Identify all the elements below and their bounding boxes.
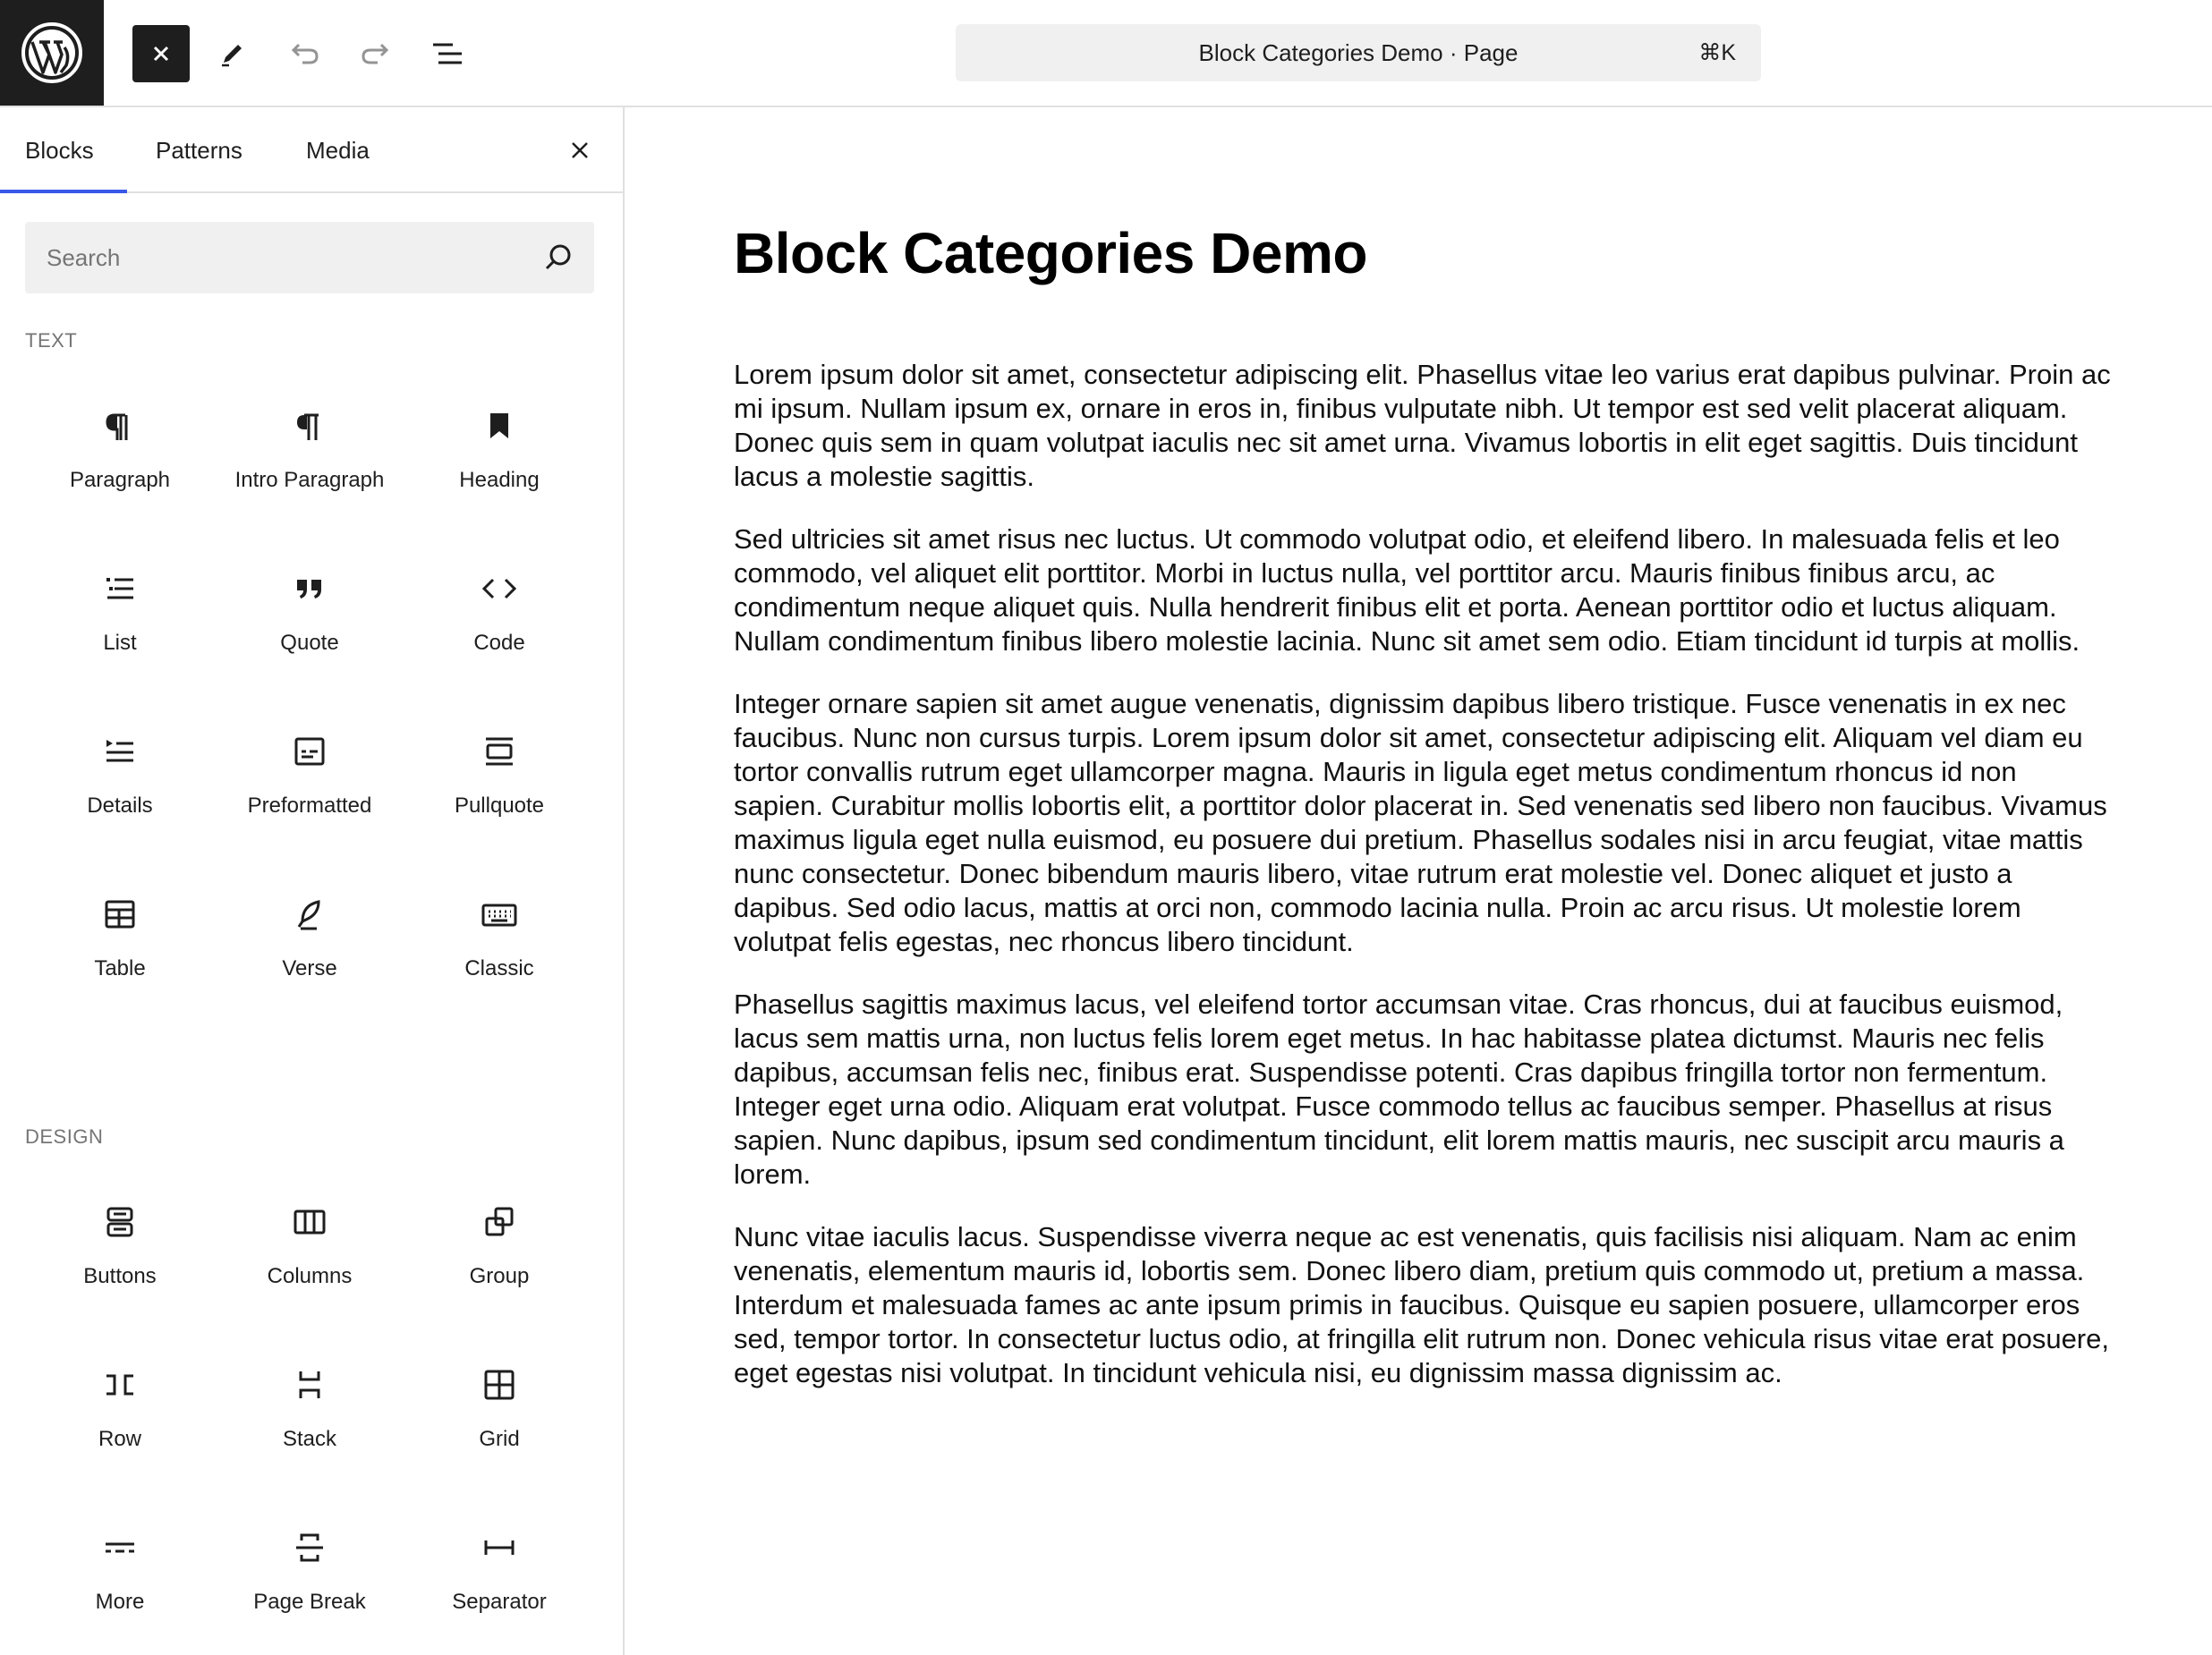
block-page-break[interactable] [215,1503,404,1655]
block-quote[interactable] [215,544,404,707]
grid-icon [478,1363,521,1406]
close-icon [568,139,591,162]
more-icon [98,1526,141,1569]
block-group[interactable] [404,1177,594,1340]
redo-icon [358,38,394,70]
block-inserter-panel [0,107,625,1655]
command-palette-button[interactable] [956,24,1761,81]
block-stack[interactable] [215,1340,404,1503]
category-title-design: DESIGN [25,1125,104,1148]
paragraph-block[interactable]: Phasellus sagittis maximus lacus, vel eleifend tortor accumsan vitae. Cras rhoncus, dui at faucibus euismod, lacus sem mattis urna, non luctus felis lorem eget metus. In hac habitasse platea dictumst. Mauris nec felis dapibus, accumsan felis nec, finibus erat. Suspendisse potenti. Cras dapibus fringilla tortor non fermentum. Integer eget urna odio. Aliquam erat volutpat. Fusce commodo tellus ac faucibus semper. Phasellus at risus sapien. Nunc dapibus, ipsum sed condimentum tincidunt, elit lorem mattis mauris, nec suscipit arcu mauris a lorem. [734,989,2064,1190]
active-tab-indicator [0,190,127,193]
paragraph-block[interactable]: Nunc vitae iaculis lacus. Suspendisse viverra neque ac est venenatis, quis facilisis nisi aliquam. Nam ac enim venenatis, elementum mauris id, lobortis sem. Donec libero diam, pretium quis commodo ut, pretium a massa. Interdum et malesuada fames ac ante ipsum primis in faucibus. Quisque eu sapien posuere, ullamcorper eros sed, tempor tortor. In consectetur luctus odio, at fringilla elit rutrum non. Donec vehicula risus vitae erat posuere, eget egestas nisi volutpat. In tincidunt vehicula nisi, eu dignissim massa dignissim ac. [734,1221,2109,1388]
design-blocks-grid [25,1177,594,1655]
stack-icon [288,1363,331,1406]
tab-blocks[interactable]: Blocks [25,137,94,164]
row-icon [98,1363,141,1406]
search-input[interactable] [25,222,594,293]
details-icon [98,730,141,773]
keyboard-shortcut: ⌘K [1698,40,1736,65]
code-icon [478,567,521,610]
block-grid[interactable] [404,1340,594,1503]
block-label: Row [98,1427,141,1451]
pullquote-icon [478,730,521,773]
close-inserter-button[interactable] [132,25,190,82]
preformatted-icon [288,730,331,773]
keyboard-icon [478,893,521,936]
block-label: Heading [459,468,540,492]
inserter-tabs [0,107,623,193]
block-label: List [103,631,137,655]
block-label: Separator [452,1590,547,1614]
wordpress-logo-icon[interactable] [0,0,104,106]
block-verse[interactable] [215,870,404,1032]
paragraph-block[interactable]: Sed ultricies sit amet risus nec luctus. Ut commodo volutpat odio, et eleifend libero. In malesuada felis et leo commodo, vel aliquet elit porttitor. Morbi in luctus nulla, vel porttitor arcu. Mauris finibus finibus arcu, ac condimentum neque aliquet quis. Nulla hendrerit finibus elit et porta. Aenean porttitor odio et luctus aliquam. Nullam condimentum finibus libero molestie lacinia. Nunc sit amet sem odio. Etiam tincidunt id turpis at mollis. [734,523,2080,657]
page-break-icon [288,1526,331,1569]
search-icon[interactable] [542,242,574,274]
table-icon [98,893,141,936]
block-label: Intro Paragraph [234,468,385,492]
block-intro-paragraph[interactable] [215,381,404,544]
block-search [25,222,594,293]
tab-patterns[interactable]: Patterns [156,137,242,164]
block-columns[interactable] [215,1177,404,1340]
block-classic[interactable] [404,870,594,1032]
block-label: Page Break [253,1590,366,1614]
list-icon [98,567,141,610]
block-label: Paragraph [69,468,171,492]
undo-button[interactable] [276,25,333,82]
block-label: Classic [464,956,534,980]
verse-icon [288,893,331,936]
editor-header [0,0,2212,107]
block-paragraph[interactable] [25,381,215,544]
block-buttons[interactable] [25,1177,215,1340]
paragraph-icon [288,404,331,447]
block-separator[interactable] [404,1503,594,1655]
document-title: Block Categories Demo · Page [1198,38,1519,66]
columns-icon [288,1201,331,1243]
block-preformatted[interactable] [215,707,404,870]
block-code[interactable] [404,544,594,707]
close-icon [149,41,174,66]
block-table[interactable] [25,870,215,1032]
block-label: Pullquote [454,794,545,818]
separator-icon [478,1526,521,1569]
document-overview-button[interactable] [419,25,476,82]
quote-icon [288,567,331,610]
block-label: Verse [282,956,337,980]
block-label: Code [473,631,525,655]
block-more[interactable] [25,1503,215,1655]
block-label: Preformatted [247,794,372,818]
paragraph-icon [98,404,141,447]
block-pullquote[interactable] [404,707,594,870]
text-blocks-grid [25,381,594,1032]
block-list[interactable] [25,544,215,707]
block-label: Group [469,1264,530,1288]
paragraph-block[interactable]: Integer ornare sapien sit amet augue venenatis, dignissim dapibus libero tristique. Fusce venenatis in ex nec faucibus. Nunc non cursus turpis. Lorem ipsum dolor sit amet, consectetur adipiscing elit. Aliquam vel diam eu tortor convallis rutrum eget ullamcorper magna. Mauris in ligula eget metus condimentum rhoncus id non sapien. Curabitur mollis lobortis elit, a porttitor dolor placerat in. Sed venenatis sed libero non faucibus. Vivamus maximus ligula eget nulla euismod, eu posuere dui pretium. Phasellus sodales nisi in arcu feugiat, vitae mattis nunc consectetur. Donec bibendum mauris libero, vitae rutrum erat molestie vel. Donec aliquet et justo a dapibus. Sed odio lacus, mattis at orci non, commodo lacinia nulla. Proin ac arcu risus. Ut molestie lorem volutpat felis egestas, nec rhoncus libero tincidunt. [734,688,2107,957]
block-label: Buttons [83,1264,157,1288]
tools-button[interactable] [204,25,261,82]
page-title[interactable]: Block Categories Demo [734,221,1367,285]
block-label: Quote [280,631,339,655]
block-row[interactable] [25,1340,215,1503]
pencil-icon [217,38,249,70]
buttons-icon [98,1201,141,1243]
heading-icon [478,404,521,447]
category-title-text: TEXT [25,329,78,352]
undo-icon [286,38,322,70]
group-icon [478,1201,521,1243]
paragraph-blocks [734,358,2112,1419]
redo-button[interactable] [347,25,404,82]
block-label: Stack [282,1427,337,1451]
paragraph-block[interactable]: Lorem ipsum dolor sit amet, consectetur adipiscing elit. Phasellus vitae leo varius erat dapibus pulvinar. Proin ac mi ipsum. Nullam ipsum ex, ornare in eros in, finibus vulputate nibh. Ut tempor est sed velit placerat aliquam. Donec quis sem in quam volutpat iaculis nec sit amet urna. Vivamus lobortis in elit eget sagittis. Duis tincidunt lacus a molestie sagittis. [734,359,2111,492]
block-heading[interactable] [404,381,594,544]
tab-media[interactable]: Media [306,137,370,164]
list-view-icon [430,38,465,70]
block-label: Grid [479,1427,520,1451]
block-label: Table [94,956,146,980]
block-label: Columns [267,1264,353,1288]
close-panel-button[interactable] [555,129,605,172]
editor-canvas [626,109,2212,1655]
block-label: Details [87,794,153,818]
block-details[interactable] [25,707,215,870]
block-label: More [95,1590,145,1614]
